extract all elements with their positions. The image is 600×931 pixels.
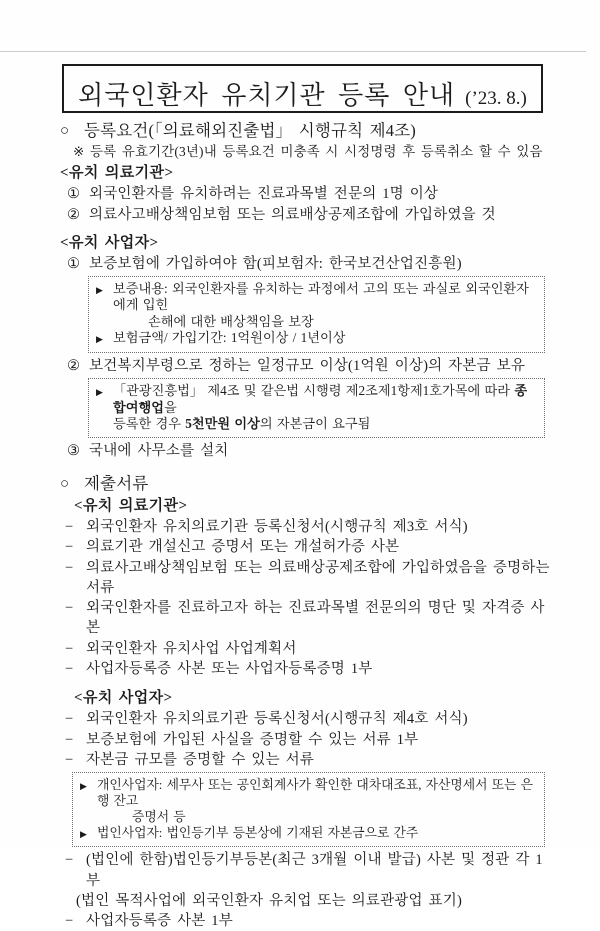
reference-mark-icon: ※ <box>73 144 85 159</box>
requirement-item-text: 보건복지부령으로 정하는 일정규모 이상(1억원 이상)의 자본금 보유 <box>89 357 526 374</box>
triangle-bullet-icon: ▶ <box>96 387 103 397</box>
number-bullet-icon: ① <box>67 186 81 202</box>
document-item-text: (법인에 한함)법인등기부등본(최근 3개월 이내 발급) 사본 및 정관 각 1부 <box>86 852 543 889</box>
requirement-item <box>60 254 554 275</box>
title-date: (’23. 8.) <box>465 88 527 109</box>
document-body <box>60 120 554 931</box>
box-line-continuation <box>96 314 539 331</box>
dash-bullet-icon: − <box>65 751 74 768</box>
section-heading-requirements <box>60 120 554 142</box>
document-item <box>60 911 554 931</box>
requirement-item <box>60 184 554 205</box>
guarantee-insurance-box <box>88 276 545 353</box>
document-item-text: 외국인환자 유치의료기관 등록신청서(시행규칙 제3호 서식) <box>86 519 468 535</box>
document-item-text: 자본금 규모를 증명할 수 있는 서류 <box>86 751 315 768</box>
document-item-corporation-continuation <box>60 891 554 911</box>
document-item <box>60 537 554 557</box>
box-line-text: 증명서 등 <box>132 810 186 825</box>
box-line-continuation <box>96 416 539 433</box>
requirement-item <box>60 356 554 377</box>
dash-bullet-icon: − <box>65 913 74 930</box>
document-item-text: 보증보험에 가입된 사실을 증명할 수 있는 서류 1부 <box>86 731 419 748</box>
document-item <box>60 659 554 679</box>
triangle-bullet-icon: ▶ <box>96 334 103 344</box>
document-item <box>60 558 554 599</box>
box-line <box>96 383 539 416</box>
box-line <box>80 825 539 842</box>
number-bullet-icon: ① <box>67 256 81 272</box>
title-box <box>62 64 543 113</box>
subsection-heading-agent: <유치 사업자> <box>60 235 159 251</box>
requirement-item-text: 보증보험에 가입하여야 함(피보험자: 한국보건산업진흥원) <box>89 256 462 272</box>
document-item <box>60 730 554 750</box>
triangle-bullet-icon: ▶ <box>96 284 103 295</box>
dash-bullet-icon: − <box>65 559 74 576</box>
box-line-text: 보증내용: 외국인환자를 유치하는 과정에서 고의 또는 과실로 외국인환자에게 입힌 <box>113 280 529 312</box>
dash-bullet-icon: − <box>65 661 74 678</box>
document-item-text: 의료기관 개설신고 증명서 또는 개설허가증 사본 <box>86 539 400 556</box>
requirement-item-text: 국내에 사무소를 설치 <box>89 442 229 459</box>
document-item <box>60 639 554 659</box>
document-item-text: 사업자등록증 사본 또는 사업자등록증명 1부 <box>86 661 373 678</box>
dash-bullet-icon: − <box>65 640 74 657</box>
note-text: 등록 유효기간(3년)내 등록요건 미충족 시 시정명령 후 등록취소 할 수 있음 <box>90 144 543 159</box>
bold-term: 5천만원 이상 <box>185 416 260 431</box>
section-heading-text: 제출서류 <box>84 474 149 493</box>
dash-bullet-icon: − <box>65 519 74 535</box>
document-item-text: 외국인환자 유치사업 사업계획서 <box>86 640 297 657</box>
box-line-text: 등록한 경우 5천만원 이상의 자본금이 요구됨 <box>113 416 371 431</box>
dash-bullet-icon: − <box>65 711 74 728</box>
requirement-item-text: 의료사고배상책임보험 또는 의료배상공제조합에 가입하였을 것 <box>89 206 496 223</box>
box-line-text: 「관광진흥법」 제4조 및 같은법 시행령 제2조제1항제1호가목에 따라 종합여행업을 <box>113 383 528 415</box>
dash-bullet-icon: − <box>65 600 74 617</box>
triangle-bullet-icon: ▶ <box>80 781 87 792</box>
document-item-text: 의료사고배상책임보험 또는 의료배상공제조합에 가입하였음을 증명하는 서류 <box>86 559 550 596</box>
box-line-continuation <box>80 809 539 825</box>
number-bullet-icon: ③ <box>67 442 81 459</box>
document-item <box>60 517 554 537</box>
requirement-item <box>60 441 554 462</box>
subsection-heading-medical-institution: <유치 의료기관> <box>74 498 188 514</box>
triangle-bullet-icon: ▶ <box>80 829 87 840</box>
box-line <box>96 281 539 314</box>
capital-proof-box <box>72 772 545 847</box>
dash-bullet-icon: − <box>65 731 74 748</box>
page-top-rule <box>0 51 586 52</box>
number-bullet-icon: ② <box>67 206 81 223</box>
section-heading-documents <box>60 473 554 495</box>
box-line-text: 손해에 대한 배상책임을 보장 <box>148 313 314 329</box>
circle-bullet-icon: ○ <box>60 123 70 139</box>
dash-bullet-icon: − <box>65 852 74 869</box>
bold-term: 종합여행업 <box>113 383 528 415</box>
document-item-corporation <box>60 850 554 891</box>
box-line-text: 개인사업자: 세무사 또는 공인회계사가 확인한 대차대조표, 자산명세서 또는 은행 잔고 <box>97 778 533 809</box>
section-heading-text: 등록요건(「의료해외진출법」 시행규칙 제4조) <box>84 121 417 140</box>
document-item <box>60 598 554 639</box>
box-line-text: 보험금액/ 가입기간: 1억원이상 / 1년이상 <box>113 330 346 345</box>
box-line <box>80 777 539 809</box>
capital-requirement-box <box>88 378 545 438</box>
document-item-text: 외국인환자를 진료하고자 하는 진료과목별 전문의의 명단 및 자격증 사본 <box>86 600 545 637</box>
subsection-heading-agent: <유치 사업자> <box>74 690 173 707</box>
page-title: 외국인환자 유치기관 등록 안내 <box>78 81 456 110</box>
box-line-text: 법인사업자: 법인등기부 등본상에 기재된 자본금으로 간주 <box>97 826 419 841</box>
number-bullet-icon: ② <box>67 357 81 374</box>
box-line <box>96 330 539 348</box>
requirements-note <box>60 142 554 162</box>
document-item <box>60 709 554 729</box>
subsection-heading-medical-institution: <유치 의료기관> <box>60 165 174 181</box>
requirement-item-text: 외국인환자를 유치하려는 진료과목별 전문의 1명 이상 <box>89 186 439 202</box>
dash-bullet-icon: − <box>65 539 74 556</box>
document-item-text: 사업자등록증 사본 1부 <box>86 913 233 930</box>
requirement-item <box>60 205 554 226</box>
document-item-text: (법인 목적사업에 외국인환자 유치업 또는 의료관광업 표기) <box>76 892 462 909</box>
document-item <box>60 750 554 770</box>
document-item-text: 외국인환자 유치의료기관 등록신청서(시행규칙 제4호 서식) <box>86 711 468 728</box>
circle-bullet-icon: ○ <box>60 476 70 492</box>
